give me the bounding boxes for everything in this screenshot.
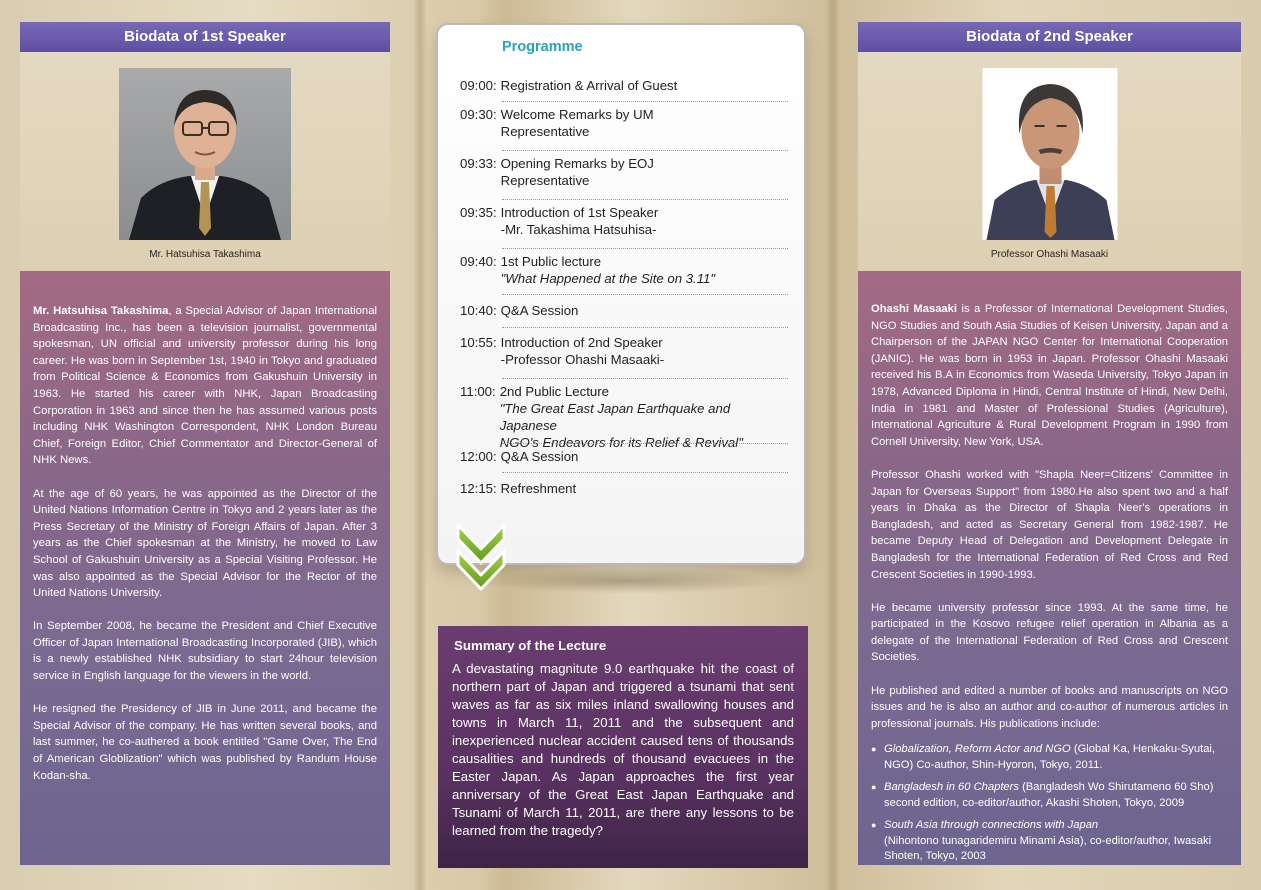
programme-item-text: 2nd Public Lecture [499, 384, 609, 399]
programme-time: 09:35: [460, 205, 497, 220]
programme-divider [502, 294, 788, 295]
programme-time: 09:33: [460, 156, 497, 171]
speaker1-bio-paragraph [33, 303, 377, 469]
publication-title: Bangladesh in 60 Chapters [884, 781, 1019, 794]
page-fold-right [826, 0, 840, 890]
programme-item-text: -Mr. Takashima Hatsuhisa- [500, 222, 657, 237]
programme-item [460, 106, 788, 140]
programme-divider [502, 472, 788, 473]
programme-time: 12:15: [460, 481, 497, 496]
card-shadow [478, 568, 778, 594]
publication-item [871, 742, 1228, 773]
speaker1-header: Biodata of 1st Speaker [20, 22, 390, 52]
summary-title: Summary of the Lecture [454, 638, 607, 653]
programme-time: 12:00: [460, 449, 497, 464]
programme-divider [502, 443, 788, 444]
publication-item [871, 780, 1228, 811]
programme-time: 11:00: [460, 384, 496, 399]
programme-divider [502, 199, 788, 200]
publication-details: (Nihontono tunagaridemiru Minami Asia), co-editor/author, Iwasaki Shoten, Tokyo, 2003 [884, 834, 1212, 863]
speaker2-photo-area [858, 52, 1241, 271]
programme-item-text: Q&A Session [500, 303, 579, 318]
programme-item-text: Representative [500, 173, 590, 188]
publication-title: South Asia through connections with Japan [884, 819, 1099, 832]
programme-item-text: 1st Public lecture [500, 254, 602, 269]
programme-item [460, 77, 788, 94]
lecture-summary [438, 626, 808, 868]
programme-item-text: Registration & Arrival of Guest [500, 78, 678, 93]
speaker2-bio-text: is a Professor of International Development Studies, NGO Studies and South Asia Studies of Keisen University, Japan and a Chairperson of the JAPAN NGO Center for International Cooperation (JANIC). He was born in 1953 in Japan. Professor Ohashi Masaaki received his B.A in Economics from Waseda University, Tokyo Japan in 1978, Advanced Diploma in Hindi, Central Institute of Hindi, New Delhi, India in 1981 and Master of Professional Studies (Agriculture), International Agriculture & Rural Development Program in 1990 from Cornell University, New York, USA. [871, 303, 1228, 448]
speaker1-bio [20, 271, 390, 865]
speaker2-caption: Professor Ohashi Masaaki [990, 249, 1109, 260]
speaker2-bio-paragraph: Professor Ohashi worked with "Shapla Neer=Citizens' Committee in Japan for Overseas Support" from 1980.He also spent two and a half years in Dhaka as the Director of Shapla Neer's operations in Bangladesh, and acted as Secretary General from 1982-1987. He became Deputy Head of Delegation and Development Delegate in Bangladesh for the International Federation of Red Cross and Red Crescent Societies in 1990-1993. [871, 468, 1228, 581]
programme-item [460, 334, 788, 368]
speaker1-caption: Mr. Hatsuhisa Takashima [149, 249, 261, 260]
speaker1-portrait-image [119, 68, 291, 240]
speaker2-name: Ohashi Masaaki [871, 303, 957, 315]
programme-item [460, 480, 788, 497]
programme-item-text: Representative [500, 124, 590, 139]
publication-title: Globalization, Reform Actor and NGO [884, 743, 1071, 756]
programme-divider [502, 150, 788, 151]
programme-divider [502, 327, 788, 328]
programme-divider [502, 378, 788, 379]
programme-item-text: Opening Remarks by EOJ [500, 156, 654, 171]
programme-item [460, 302, 788, 319]
programme-item-text: -Professor Ohashi Masaaki- [500, 352, 665, 367]
programme-divider [502, 101, 788, 102]
programme-item [460, 253, 788, 287]
programme-time: 09:00: [460, 78, 497, 93]
chevron-down-icon [454, 519, 508, 597]
programme-item-text: "What Happened at the Site on 3.11" [500, 271, 716, 286]
summary-text: A devastating magnitute 9.0 earthquake hit the coast of northern part of Japan and triggered a tsunami that sent waves as far as six miles inland swallowing houses and towns in March 11, 2011 and the subsequent and inexperienced nuclear accident caused tens of thousands causalities and hundreds of thousand evacuees in the Easter Japan. As Japan approaches the first year anniversary of the Great East Japan Earthquake and Tsunami of March 11, 2011, are there any lessons to be learned from the tragedy? [452, 661, 794, 838]
publication-details: (Bangladesh Wo Shirutameno 60 Sho) second edition, co-editor/author, Akashi Shoten, Tokyo, 2009 [884, 781, 1214, 809]
speaker2-photo [982, 68, 1117, 240]
programme-time: 10:40: [460, 303, 497, 318]
programme-item-text: "The Great East Japan Earthquake and Japanese [499, 401, 731, 433]
programme-time: 09:30: [460, 107, 497, 122]
page-fold-left [413, 0, 427, 890]
speaker2-header: Biodata of 2nd Speaker [858, 22, 1241, 52]
publication-item [871, 818, 1228, 865]
programme-card [436, 23, 806, 565]
programme-item [460, 204, 788, 238]
programme-item-text: Introduction of 1st Speaker [500, 205, 659, 220]
programme-item [460, 383, 788, 451]
programme-item [460, 448, 788, 465]
speaker1-bio-paragraph: He resigned the Presidency of JIB in June 2011, and became the Special Advisor of the company. He has written several books, and last summer, he co-authered a book entitled "Game Over, The End of American Globlization" which was published by Randum House Kodan-sha. [33, 703, 377, 782]
speaker2-bio-paragraph [871, 301, 1228, 450]
programme-time: 10:55: [460, 335, 497, 350]
publication-details: (Global Ka, Henkaku-Syutai, NGO) Co-author, Shin-Hyoron, Tokyo, 2011. [884, 743, 1216, 771]
speaker1-photo-area [20, 52, 390, 271]
speaker2-panel [858, 22, 1241, 865]
speaker2-bio [858, 271, 1241, 865]
speaker1-bio-paragraph: In September 2008, he became the President and Chief Executive Officer of Japan International Broadcasting Incorporated (JIB), which is a newly established NHK subsidiary to start 24hour television service in English language for the viewers in the world. [33, 620, 377, 683]
programme-item-text: Welcome Remarks by UM [500, 107, 654, 122]
speaker1-photo [119, 68, 291, 240]
programme-item-text: Refreshment [500, 481, 577, 496]
programme-item-text: Q&A Session [500, 449, 579, 464]
programme-item-text: NGO's Endeavors for its Relief & Revival" [499, 435, 743, 450]
speaker1-name: Mr. Hatsuhisa Takashima [33, 305, 169, 317]
speaker1-bio-text: , a Special Advisor of Japan International Broadcasting Inc., has been a television journalist, governmental spokesman, UN official and university professor during his long career. He was born in September 1st, 1940 in Tokyo and graduated from Political Science & Economics from Gakushuin University in 1963. He started his career with NHK, Japan Broadcasting Corporation in 1963 and since then he has assumed various posts including NHK Washington Correspondent, NHK London Bureau Chief, Foreign Editor, Chief Commentator and Director-General of NHK News. [33, 305, 377, 467]
speaker2-portrait-image [982, 68, 1117, 240]
speaker1-bio-paragraph: At the age of 60 years, he was appointed as the Director of the United Nations Information Centre in Tokyo and 2 years later as the Press Secretary of the Ministry of Foreign Affairs of Japan. After 3 years as the Chief spokesman at the Ministry, he moved to Law School of Gakushuin University as a Special Visiting Professor. He was also appointed as the Special Advisor for the Rector of the United Nations University. [33, 487, 377, 600]
speaker2-bio-paragraph: He became university professor since 1993. At the same time, he participated in the Kosovo refugee relief operation in Albania as a delegate of the International Federation of Red Cross and Crescent Societies. [871, 601, 1228, 664]
programme-time: 09:40: [460, 254, 497, 269]
publication-list [871, 742, 1228, 865]
programme-divider [502, 248, 788, 249]
speaker1-panel [20, 22, 390, 865]
speaker2-bio-paragraph: He published and edited a number of books and manuscripts on NGO issues and he is also an author and co-author of numerous articles in professional journals. His publications include: [871, 684, 1228, 730]
programme-title: Programme [502, 39, 583, 55]
programme-item-text: Introduction of 2nd Speaker [500, 335, 663, 350]
programme-item [460, 155, 788, 189]
